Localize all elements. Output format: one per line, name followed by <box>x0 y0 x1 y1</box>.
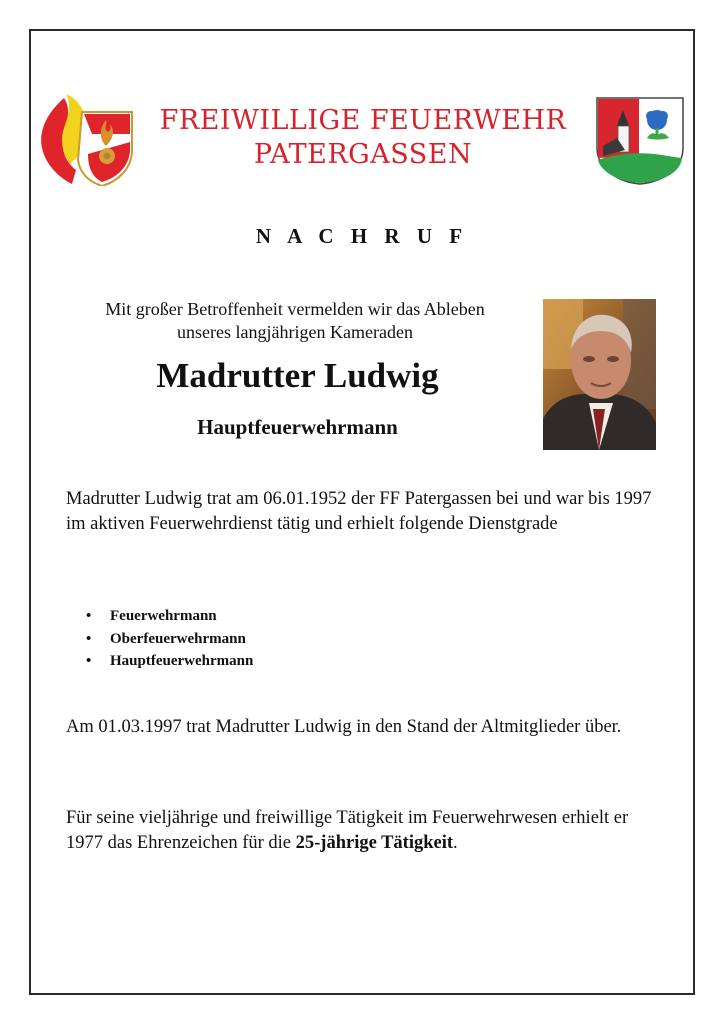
bullet-icon: • <box>86 630 92 647</box>
honor-suffix: . <box>453 833 458 853</box>
retirement-paragraph: Am 01.03.1997 trat Madrutter Ludwig in den Stand der Altmitglieder über. <box>66 717 622 737</box>
fire-brigade-emblem-icon <box>36 90 136 186</box>
obituary-heading: N A C H R U F <box>255 224 469 248</box>
rank-list-item <box>66 605 253 628</box>
portrait-photo <box>543 299 656 450</box>
deceased-name: Madrutter Ludwig <box>156 356 439 395</box>
rank-list <box>66 605 253 673</box>
rank-list-item <box>66 650 253 673</box>
service-paragraph: Madrutter Ludwig trat am 06.01.1952 der FF Patergassen bei und war bis 1997 im aktiven Feuerwehrdienst tätig und erhielt folgende Dienstgrade <box>66 489 652 534</box>
intro-line2: unseres langjährigen Kameraden <box>177 322 413 342</box>
org-title-line1: FREIWILLIGE FEUERWEHR <box>159 105 567 136</box>
rank-list-item-label: Feuerwehrmann <box>110 608 217 624</box>
municipal-coat-of-arms-icon <box>595 96 685 186</box>
honor-paragraph <box>66 806 666 856</box>
rank-list-item-label: Hauptfeuerwehrmann <box>110 653 254 669</box>
intro-text <box>60 298 530 344</box>
intro-line1: Mit großer Betroffenheit vermelden wir das Ableben <box>105 299 485 319</box>
rank-list-item <box>66 628 253 651</box>
org-title-line2: PATERGASSEN <box>253 139 473 170</box>
bullet-icon: • <box>86 608 92 624</box>
bullet-icon: • <box>86 653 92 669</box>
deceased-rank: Hauptfeuerwehrmann <box>197 415 398 439</box>
honor-text: Für seine vieljährige und freiwillige Tätigkeit im Feuerwehrwesen erhielt er 1977 das Ehrenzeichen für die <box>66 808 629 853</box>
rank-list-item-label: Oberfeuerwehrmann <box>110 630 246 647</box>
honor-award: 25-jährige Tätigkeit <box>295 833 454 853</box>
